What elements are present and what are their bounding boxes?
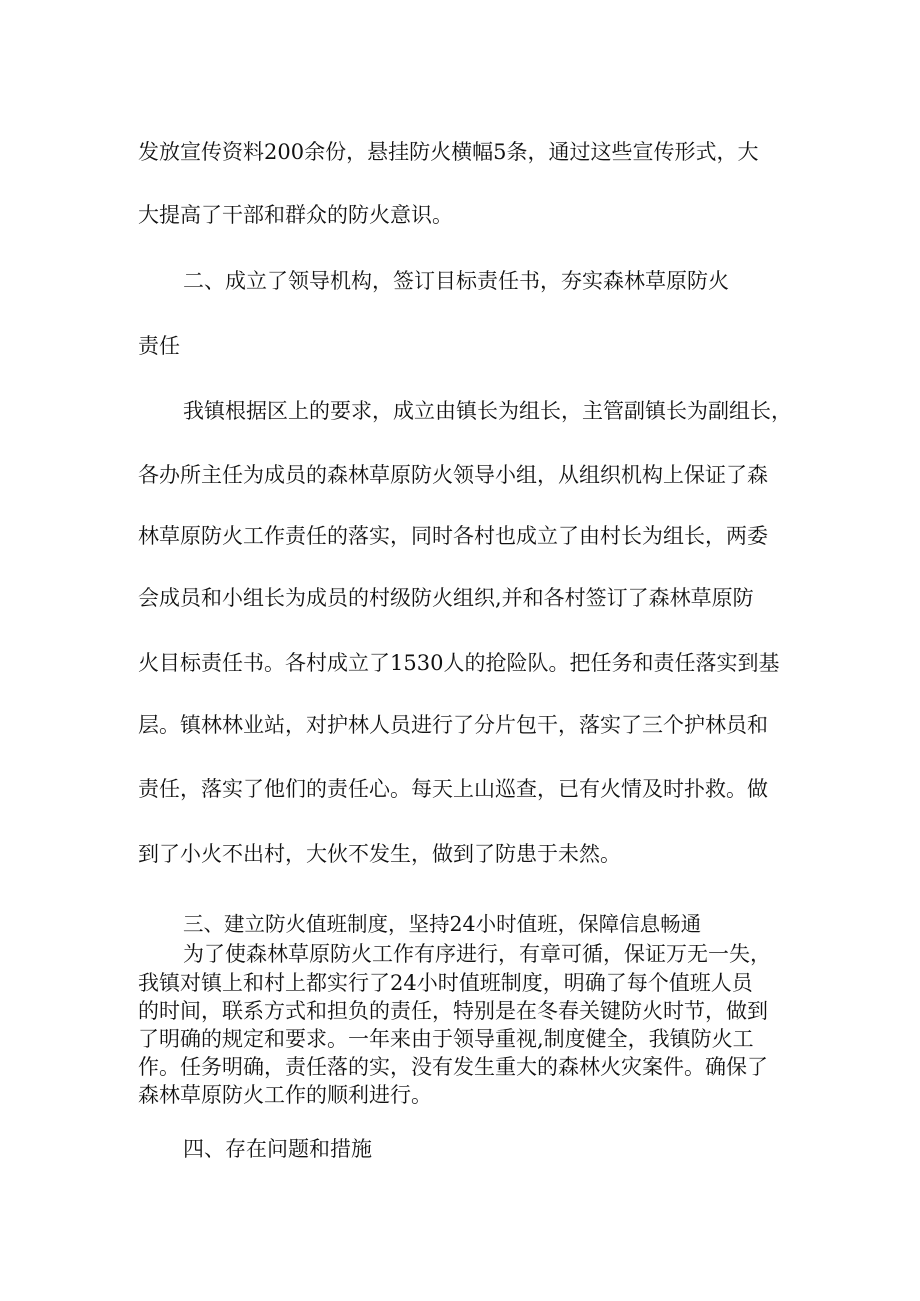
section2-body-line-6: 层。镇林林业站，对护林人员进行了分片包干，落实了三个护林员和 [138,713,768,737]
section3-body-line-4: 了明确的规定和要求。一年来由于领导重视,制度健全，我镇防火工 [138,1027,754,1051]
section2-body-line-1: 我镇根据区上的要求，成立由镇长为组长，主管副镇长为副组长， [183,399,792,423]
section2-body-line-3: 林草原防火工作责任的落实，同时各村也成立了由村长为组长，两委 [138,524,768,548]
section2-body-line-4: 会成员和小组长为成员的村级防火组织,并和各村签订了森林草原防 [138,586,754,610]
section3-heading: 三、建立防火值班制度，坚持24小时值班，保障信息畅通 [183,912,702,936]
section3-body-line-1: 为了使森林草原防火工作有序进行，有章可循，保证万无一失， [183,942,771,966]
section2-heading-line-1: 二、成立了领导机构，签订目标责任书，夯实森林草原防火 [183,269,729,293]
section2-heading-line-2: 责任 [138,334,180,358]
section2-body-line-2: 各办所主任为成员的森林草原防火领导小组，从组织机构上保证了森 [138,463,768,487]
section2-body-line-7: 责任，落实了他们的责任心。每天上山巡查，已有火情及时扑救。做 [138,777,768,801]
section2-body-line-5: 火目标责任书。各村成立了1530人的抢险队。把任务和责任落实到基 [138,651,780,675]
section4-heading: 四、存在问题和措施 [183,1137,372,1161]
section3-body-line-3: 的时间，联系方式和担负的责任，特别是在冬春关键防火时节，做到 [138,999,768,1023]
intro-line-2: 大提高了干部和群众的防火意识。 [138,203,453,227]
intro-line-1: 发放宣传资料200余份，悬挂防火横幅5条，通过这些宣传形式，大 [138,140,759,164]
section3-body-line-6: 森林草原防火工作的顺利进行。 [138,1083,432,1107]
section3-body-line-5: 作。任务明确，责任落的实，没有发生重大的森林火灾案件。确保了 [138,1055,768,1079]
section3-body-line-2: 我镇对镇上和村上都实行了24小时值班制度，明确了每个值班人员 [138,971,753,995]
section2-body-line-8: 到了小火不出村，大伙不发生，做到了防患于未然。 [138,842,621,866]
